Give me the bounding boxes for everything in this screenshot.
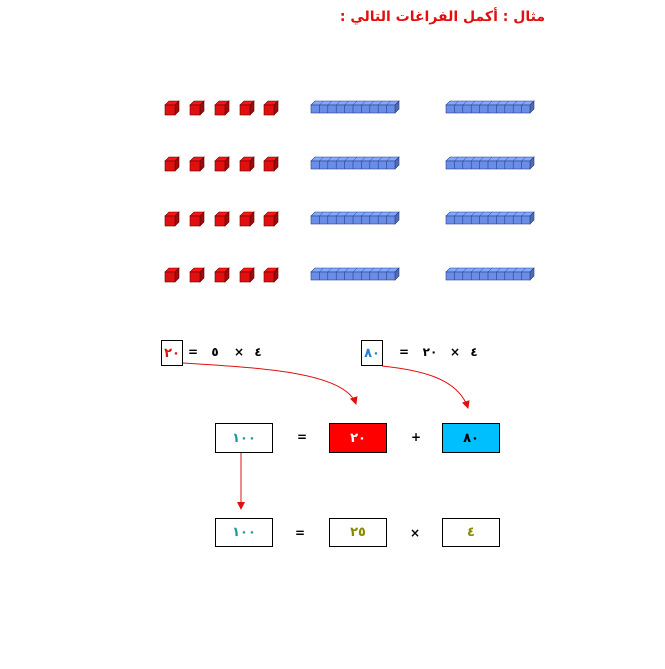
unit-cube (264, 157, 278, 171)
tens-rod (311, 212, 399, 224)
unit-cube (190, 157, 204, 171)
product-factor1-box (329, 518, 387, 547)
sum-plus: + (410, 430, 422, 444)
sum-equals: = (296, 430, 308, 444)
product-factor2-box (442, 518, 500, 547)
arrow-20-to-sum (183, 363, 356, 404)
unit-cube (165, 212, 179, 226)
sum-total-box (215, 423, 273, 453)
equation-right-operand2: ٤ (470, 345, 478, 359)
product-times: × (409, 526, 421, 540)
tens-rod (311, 101, 399, 113)
sum-addend2-box (442, 423, 500, 453)
sum-addend2: ٨٠ (463, 430, 479, 446)
sum-addend1-box (329, 423, 387, 453)
unit-cube (165, 101, 179, 115)
equation-right-operand1: ٢٠ (422, 345, 438, 359)
tens-rod (311, 157, 399, 169)
product-total: ١٠٠ (232, 525, 256, 540)
equation-left-equals: = (187, 345, 199, 359)
unit-cube (264, 212, 278, 226)
equation-left-times: × (233, 345, 245, 359)
equation-right-equals: = (398, 345, 410, 359)
equation-left-result-box (161, 340, 183, 366)
unit-cube (215, 157, 229, 171)
equation-right-result-box (361, 340, 383, 366)
unit-cube (240, 101, 254, 115)
page-title: مثال : أكمل الفراغات التالي : (339, 9, 545, 25)
unit-cube (165, 268, 179, 282)
equation-right-result: ٨٠ (364, 345, 380, 361)
tens-rod (311, 268, 399, 280)
unit-cube (190, 101, 204, 115)
product-factor1: ٢٥ (350, 525, 366, 540)
equation-right-times: × (449, 345, 461, 359)
equation-left-operand1: ٥ (211, 345, 219, 359)
unit-cube (165, 157, 179, 171)
tens-rod (446, 212, 534, 224)
unit-cube (240, 268, 254, 282)
unit-cube (240, 212, 254, 226)
equation-left-operand2: ٤ (254, 345, 262, 359)
unit-cube (190, 212, 204, 226)
unit-cube (190, 268, 204, 282)
unit-cube (215, 101, 229, 115)
product-factor2: ٤ (467, 525, 475, 540)
tens-rod (446, 268, 534, 280)
product-equals: = (294, 526, 306, 540)
arrow-80-to-sum (382, 366, 468, 408)
base-ten-blocks (165, 101, 534, 282)
product-total-box (215, 518, 273, 547)
unit-cube (264, 101, 278, 115)
unit-cube (264, 268, 278, 282)
unit-cube (215, 212, 229, 226)
sum-addend1: ٢٠ (350, 430, 366, 446)
unit-cube (215, 268, 229, 282)
tens-rod (446, 101, 534, 113)
tens-rod (446, 157, 534, 169)
unit-cube (240, 157, 254, 171)
sum-total: ١٠٠ (232, 430, 256, 446)
equation-left-result: ٢٠ (164, 345, 180, 361)
